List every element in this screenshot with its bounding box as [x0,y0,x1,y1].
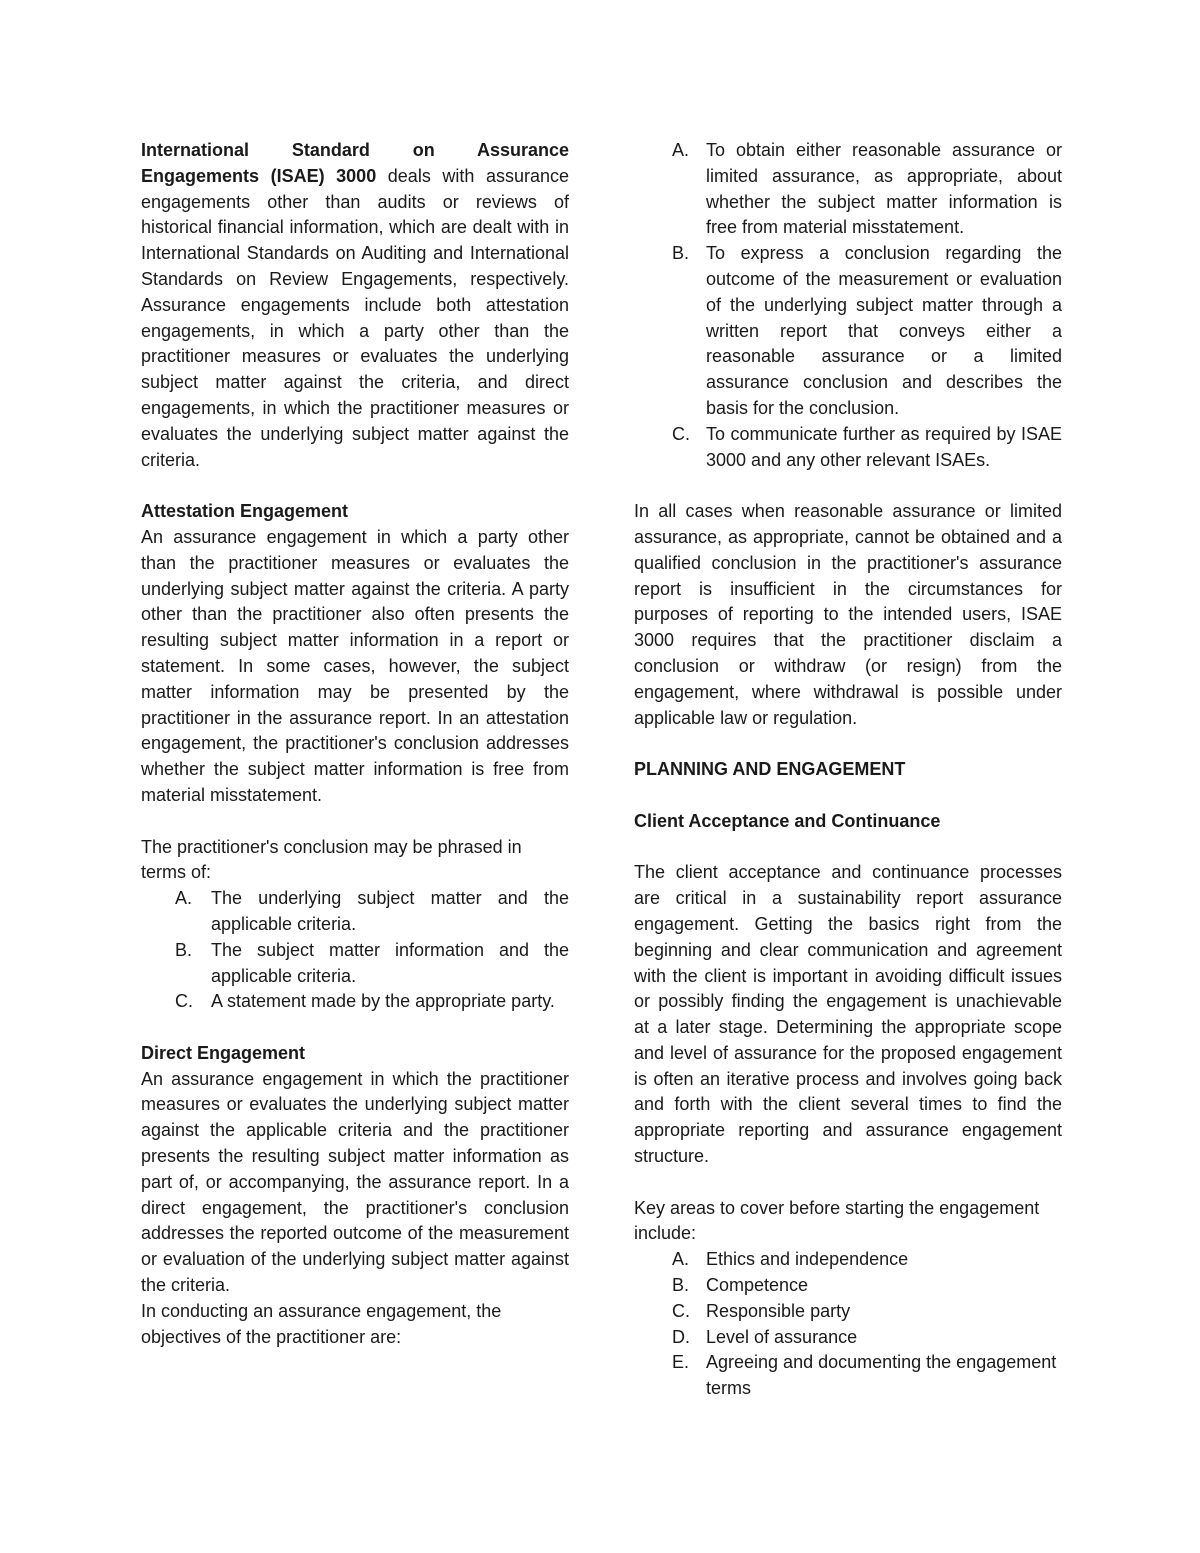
list-marker: B. [175,939,193,960]
list-item-text: Ethics and independence [706,1249,909,1270]
list-item [634,1273,1062,1299]
attestation-body: An assurance engagement in which a party other than the practitioner measures or evaluates the underlying subject matter against the criteria. A party other than the practitioner also often presents the resulting subject matter information in a report or statement. In some cases, however, the subject matter information may be presented by the practitioner in the assurance report. In an attestation engagement, the practitioner's conclusion addresses whether the subject matter information is free from material misstatement. [141,526,569,805]
planning-heading: PLANNING AND ENGAGEMENT [634,759,906,780]
list-marker: B. [672,1275,690,1296]
list-item-text: To communicate further as required by ISAE 3000 and any other relevant ISAEs. [706,423,1062,470]
list-item-text: Responsible party [706,1300,851,1321]
list-marker: C. [672,1300,690,1321]
attestation-heading: Attestation Engagement [141,501,349,522]
objectives-intro: In conducting an assurance engagement, the objectives of the practitioner are: [141,1300,502,1347]
list-marker: B. [672,243,690,264]
client-acceptance-heading: Client Acceptance and Continuance [634,810,941,831]
conclusion-intro: The practitioner's conclusion may be phrased in terms of: [141,836,522,883]
list-item [141,989,569,1015]
direct-body: An assurance engagement in which the practitioner measures or evaluates the underlying subject matter against the applicable criteria and the practitioner presents the resulting subject matter information as part of, or accompanying, the assurance report. In a direct engagement, the practitioner's conclusion addresses the reported outcome of the measurement or evaluation of the underlying subject matter against the criteria. [141,1068,569,1296]
list-item-text: To obtain either reasonable assurance or limited assurance, as appropriate, about whether the subject matter information is free from material misstatement. [706,140,1062,238]
client-acceptance-body: The client acceptance and continuance processes are critical in a sustainability report assurance engagement. Getting the basics right from the beginning and clear communication and agreement with the client is important in avoiding difficult issues or possibly finding the engagement is unachievable at a later stage. Determining the appropriate scope and level of assurance for the proposed engagement is often an iterative process and involves going back and forth with the client several times to find the appropriate reporting and assurance engagement structure. [634,862,1062,1167]
list-item [634,1350,1062,1402]
key-areas-list [634,1247,1062,1402]
conclusion-list [141,886,569,1015]
list-item-text: Agreeing and documenting the engagement terms [706,1352,1057,1399]
list-item-text: A statement made by the appropriate party. [211,991,555,1012]
list-item [634,1247,1062,1273]
list-marker: C. [175,991,193,1012]
objectives-list [634,138,1062,473]
list-item-text: The underlying subject matter and the applicable criteria. [211,888,569,934]
list-item [141,938,569,990]
list-item [634,1299,1062,1325]
list-item [634,241,1062,422]
list-item [634,1325,1062,1351]
list-item [634,138,1062,241]
list-marker: C. [672,423,690,444]
list-marker: D. [672,1326,690,1347]
right-column [634,138,1062,1402]
list-marker: E. [672,1352,690,1373]
intro-text: deals with assurance engagements other than audits or reviews of historical financial information, which are dealt with in International Standards on Auditing and International Standards on Review Engagements, respectively. Assurance engagements include both attestation engagements, in which a party other than the practitioner measures or evaluates the underlying subject matter against the criteria, and direct engagements, in which the practitioner measures or evaluates the underlying subject matter against the criteria. [141,165,570,470]
key-areas-intro: Key areas to cover before starting the engagement include: [634,1197,1040,1244]
direct-heading: Direct Engagement [141,1042,306,1063]
list-item-text: To express a conclusion regarding the outcome of the measurement or evaluation of the underlying subject matter through a written report that conveys either a reasonable assurance or a limited assurance conclusion and describes the basis for the conclusion. [706,243,1062,418]
list-item-text: Level of assurance [706,1326,858,1347]
intro-bold-title: International Standard on Assurance Engagements (ISAE) 3000 [141,140,569,186]
list-item-text: The subject matter information and the applicable criteria. [211,939,569,986]
left-column [141,138,569,1350]
list-marker: A. [175,888,193,909]
list-item-text: Competence [706,1275,809,1296]
list-item [141,886,569,938]
list-item [634,422,1062,474]
intro-paragraph [141,138,569,473]
list-marker: A. [672,140,690,160]
list-marker: A. [672,1249,690,1270]
all-cases-paragraph: In all cases when reasonable assurance or limited assurance, as appropriate, cannot be obtained and a qualified conclusion in the practitioner's assurance report is insufficient in the circumstances for purposes of reporting to the intended users, ISAE 3000 requires that the practitioner disclaim a conclusion or withdraw (or resign) from the engagement, where withdrawal is possible under applicable law or regulation. [634,501,1062,728]
